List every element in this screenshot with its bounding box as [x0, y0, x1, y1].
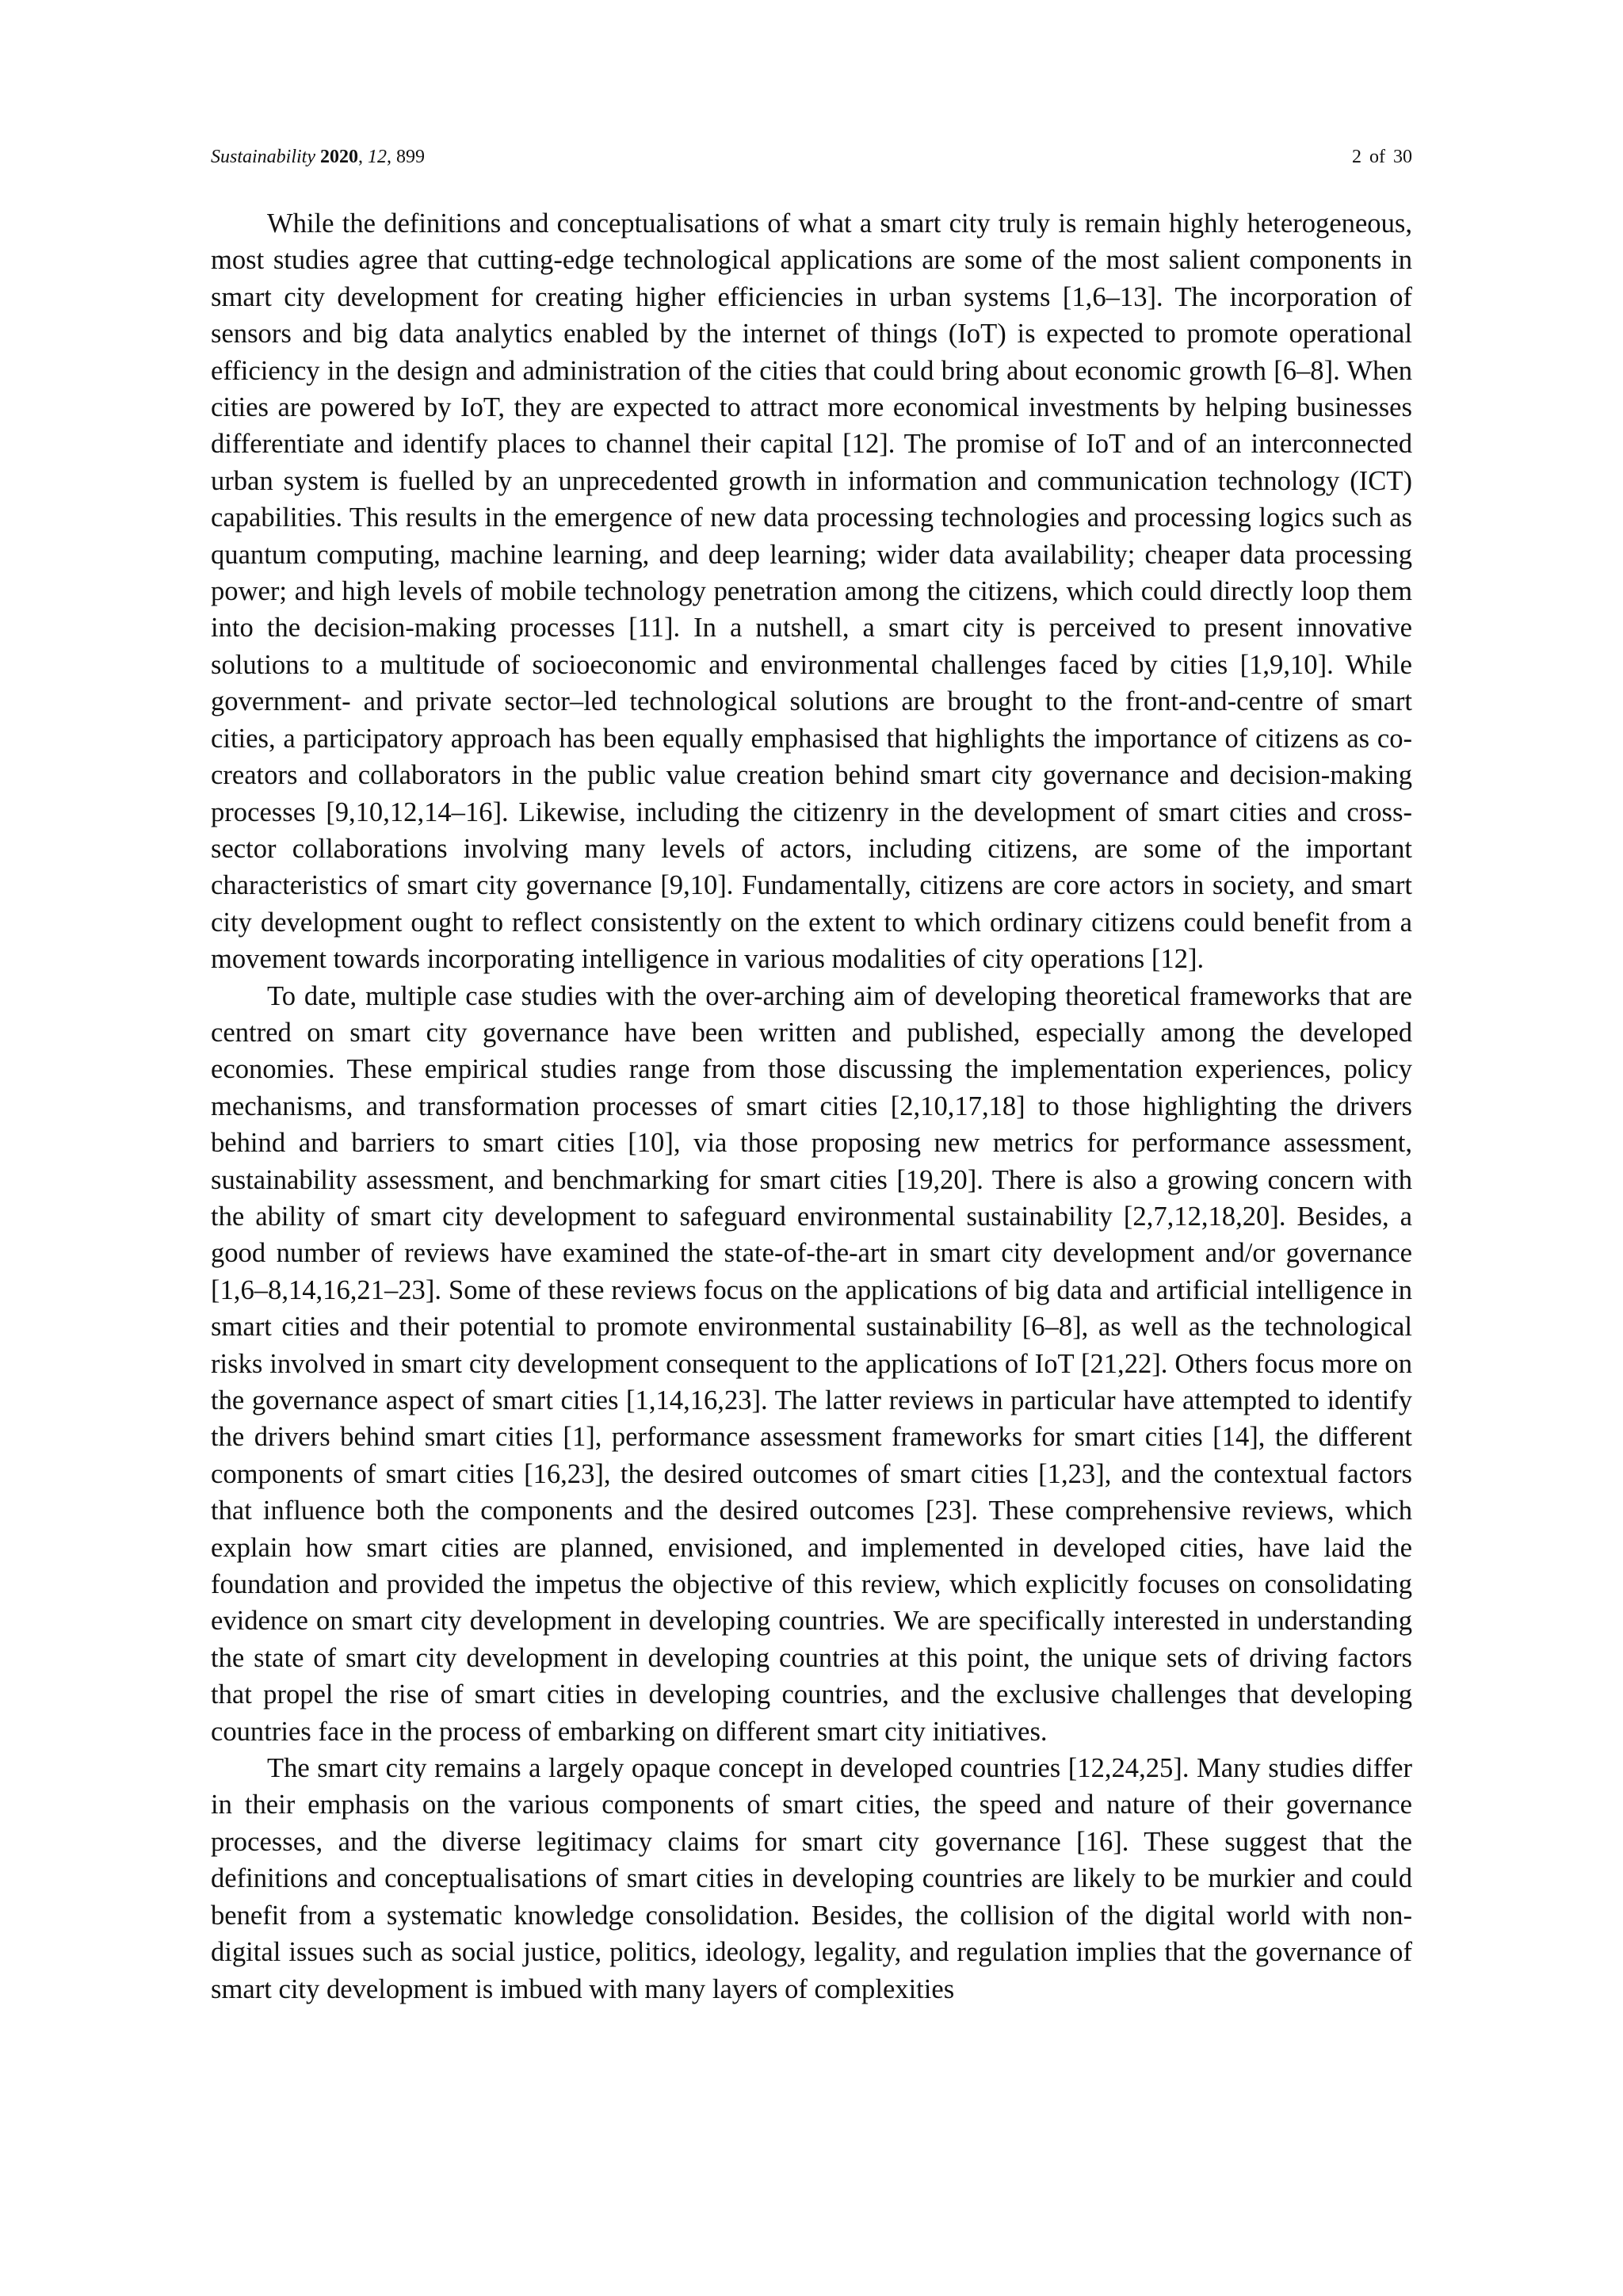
journal-year: 2020 — [320, 147, 358, 167]
body-text — [211, 205, 1412, 2008]
running-header — [211, 141, 1412, 173]
paragraph-3: The smart city remains a largely opaque concept in developed countries [12,24,25]. Many studies differ in their emphasis on the various components of smart cities, the speed and nature of their governance processes, and the diverse legitimacy claims for smart city governance [16]. These suggest that the definitions and conceptualisations of smart cities in developing countries are likely to be murkier and could benefit from a systematic knowledge consolidation. Besides, the collision of the digital world with non-digital issues such as social justice, politics, ideology, legality, and regulation implies that the governance of smart city development is imbued with many layers of complexities — [211, 1753, 1412, 2004]
article-number: 899 — [396, 147, 425, 167]
paragraph-1: While the definitions and conceptualisations of what a smart city truly is remain highly heterogeneous, most studies agree that cutting-edge technological applications are some of the most salient components in smart city development for creating higher efficiencies in urban systems [1,6–13]. The incorporation of sensors and big data analytics enabled by the internet of things (IoT) is expected to promote operational efficiency in the design and administration of the cities that could bring about economic growth [6–8]. When cities are powered by IoT, they are expected to attract more economical investments by helping businesses differentiate and identify places to channel their capital [12]. The promise of IoT and of an interconnected urban system is fuelled by an unprecedented growth in information and communication technology (ICT) capabilities. This results in the emergence of new data processing technologies and processing logics such as quantum computing, machine learning, and deep learning; wider data availability; cheaper data processing power; and high levels of mobile technology penetration among the citizens, which could directly loop them into the decision-making processes [11]. In a nutshell, a smart city is perceived to present innovative solutions to a multitude of socioeconomic and environmental challenges faced by cities [1,9,10]. While government- and private sector–led technological solutions are brought to the front-and-centre of smart cities, a participatory approach has been equally emphasised that highlights the importance of citizens as co-creators and collaborators in the public value creation behind smart city governance and decision-making processes [9,10,12,14–16]. Likewise, including the citizenry in the development of smart cities and cross-sector collaborations involving many levels of actors, including citizens, are some of the important characteristics of smart city governance [9,10]. Fundamentally, citizens are core actors in society, and smart city development ought to reflect consistently on the extent to which ordinary citizens could benefit from a movement towards incorporating intelligence in various modalities of city operations [12]. — [211, 208, 1412, 975]
paragraph-2: To date, multiple case studies with the over-arching aim of developing theoretical frameworks that are centred on smart city governance have been written and published, especially among the developed economies. These empirical studies range from those discussing the implementation experiences, policy mechanisms, and transformation processes of smart cities [2,10,17,18] to those highlighting the drivers behind and barriers to smart cities [10], via those proposing new metrics for performance assessment, sustainability assessment, and benchmarking for smart cities [19,20]. There is also a growing concern with the ability of smart city development to safeguard environmental sustainability [2,7,12,18,20]. Besides, a good number of reviews have examined the state-of-the-art in smart city development and/or governance [1,6–8,14,16,21–23]. Some of these reviews focus on the applications of big data and artificial intelligence in smart cities and their potential to promote environmental sustainability [6–8], as well as the technological risks involved in smart city development consequent to the applications of IoT [21,22]. Others focus more on the governance aspect of smart cities [1,14,16,23]. The latter reviews in particular have attempted to identify the drivers behind smart cities [1], performance assessment frameworks for smart cities [14], the different components of smart cities [16,23], the desired outcomes of smart cities [1,23], and the contextual factors that influence both the components and the desired outcomes [23]. These comprehensive reviews, which explain how smart cities are planned, envisioned, and implemented in developed cities, have laid the foundation and provided the impetus the objective of this review, which explicitly focuses on consolidating evidence on smart city development in developing countries. We are specifically interested in understanding the state of smart city development in developing countries at this point, the unique sets of driving factors that propel the rise of smart cities in developing countries, and the exclusive challenges that developing countries face in the process of embarking on different smart city initiatives. — [211, 980, 1412, 1747]
journal-volume: 12 — [368, 147, 387, 167]
journal-citation: Sustainability 2020, 12, 899 — [211, 147, 425, 167]
page-number: 2 of 30 — [1352, 147, 1412, 167]
journal-name: Sustainability — [211, 147, 315, 167]
